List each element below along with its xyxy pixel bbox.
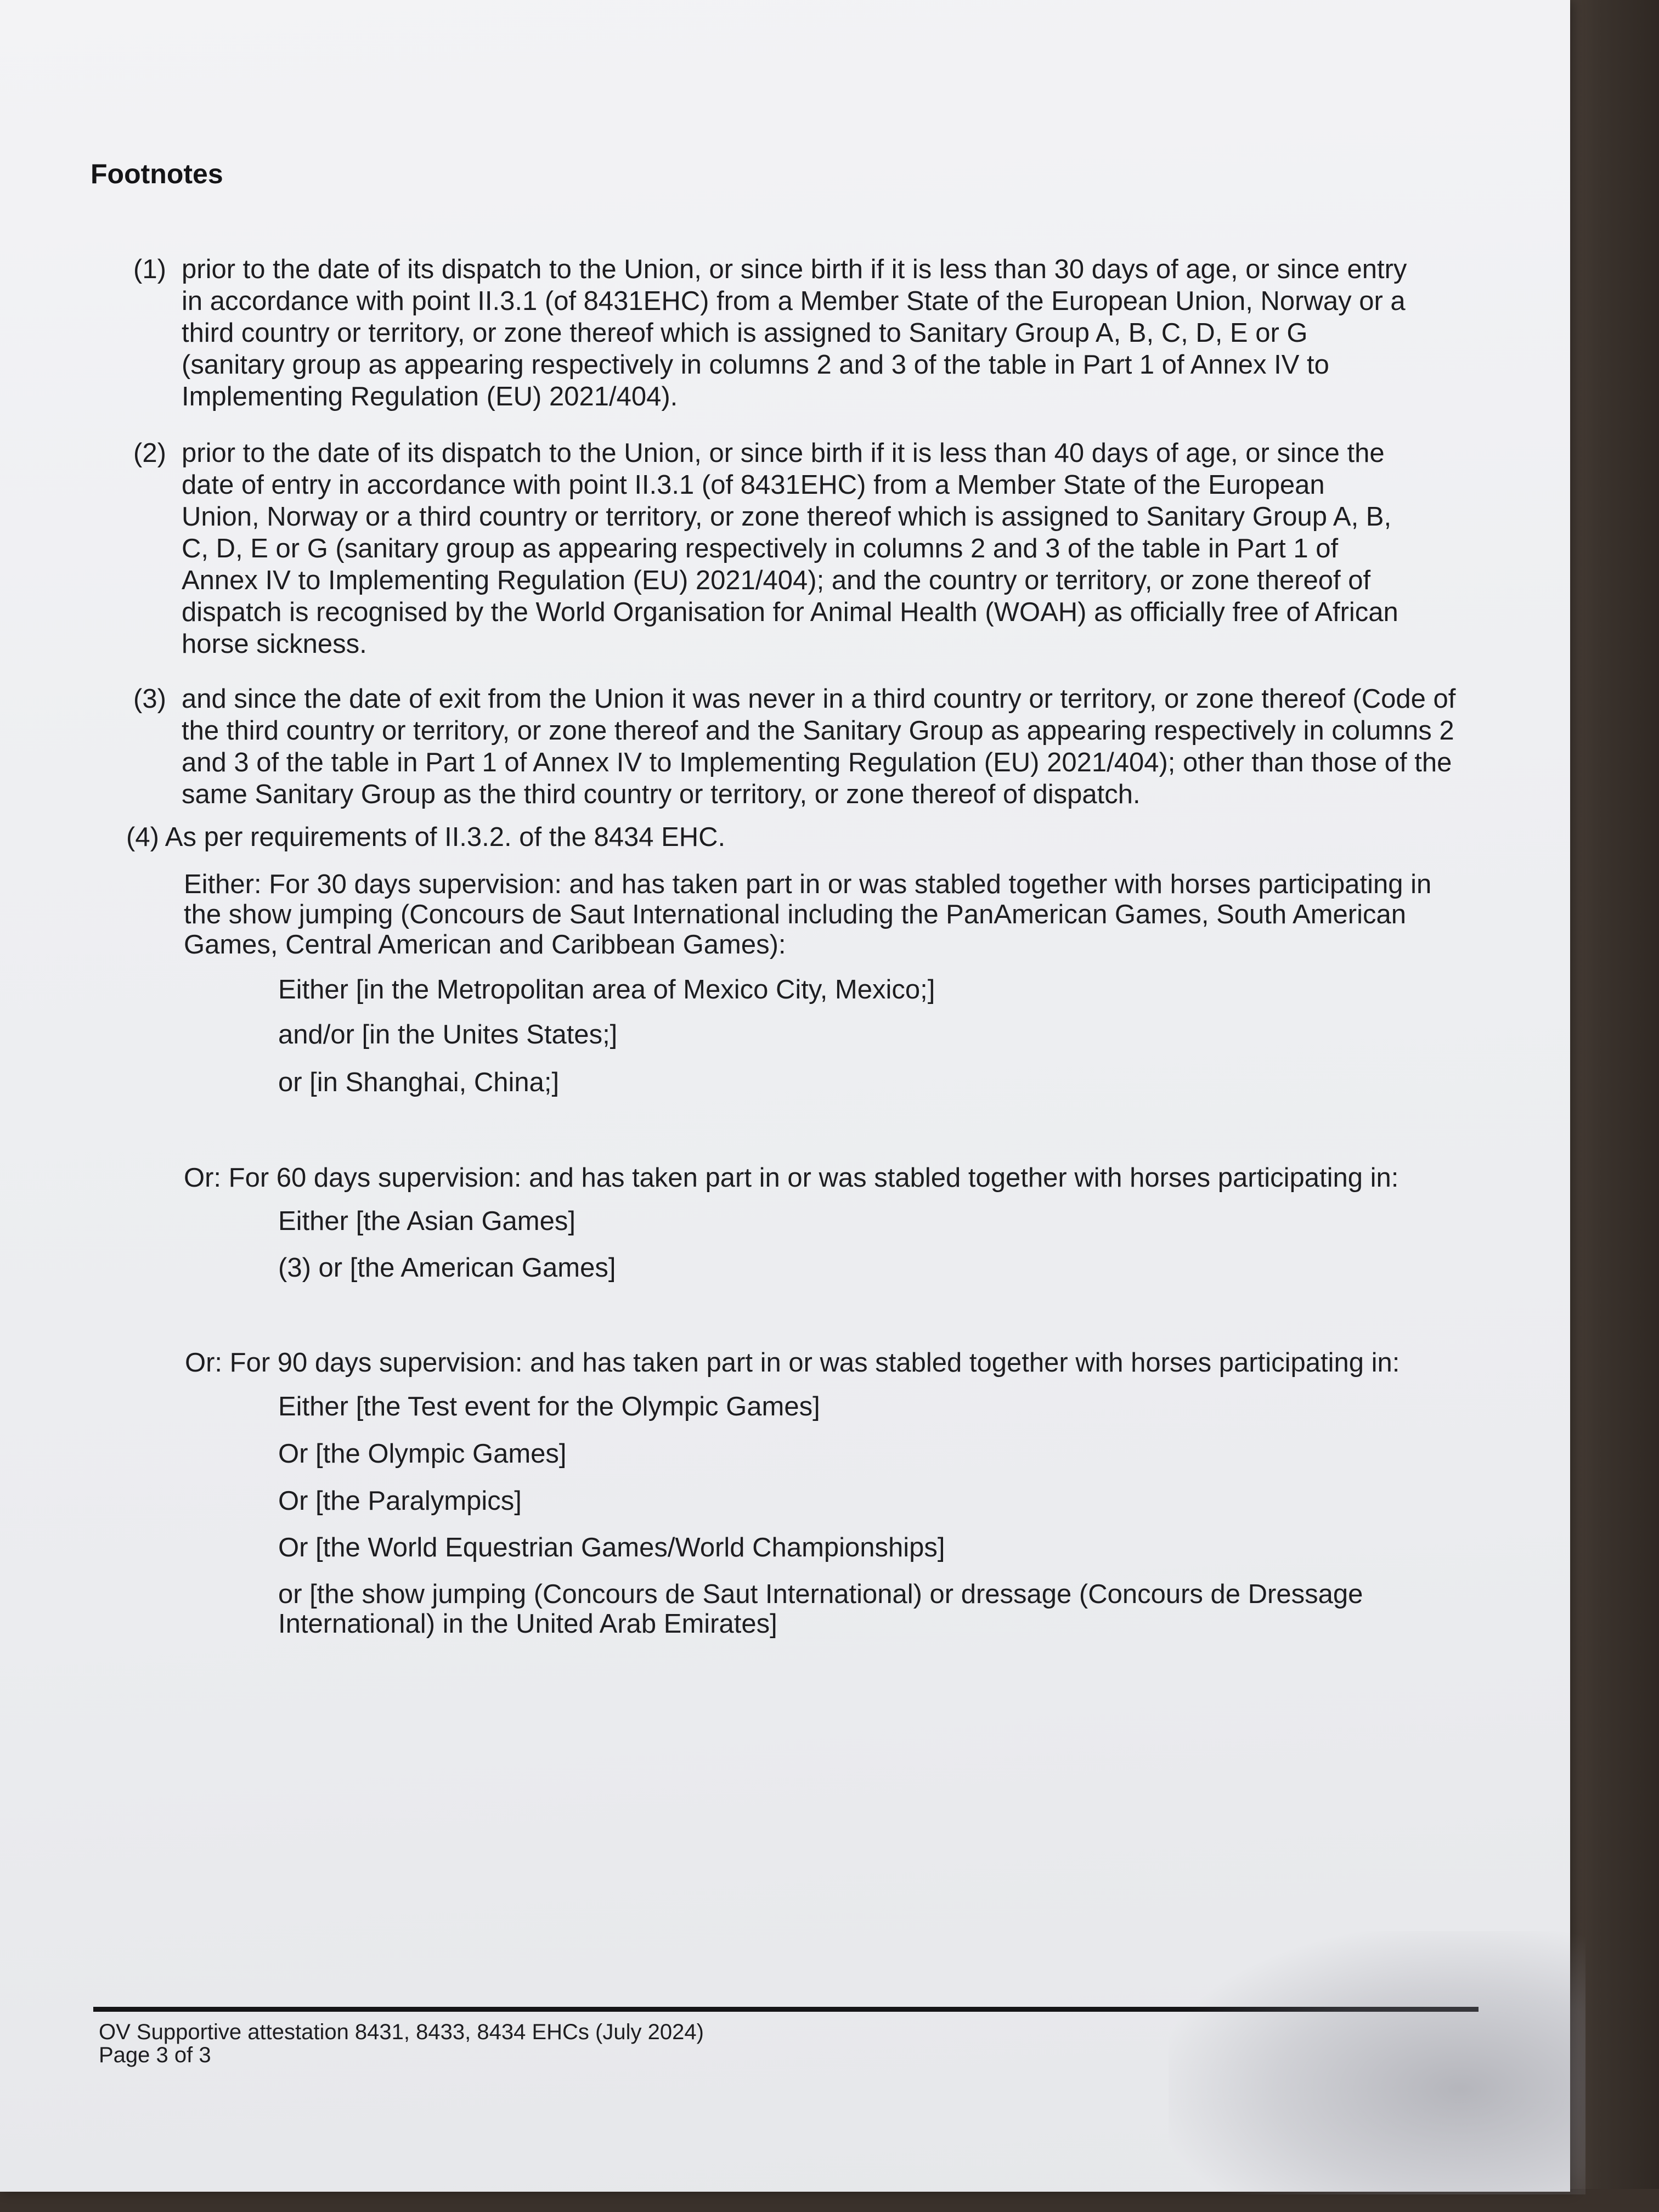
- table-surface-bottom: [0, 2189, 1659, 2212]
- footnote-number: (3): [133, 684, 166, 714]
- footnote-line: in accordance with point II.3.1 (of 8431EHC) from a Member State of the European Union, Norway or a: [182, 286, 1406, 316]
- option-item: or [the show jumping (Concours de Saut International) or dressage (Concours de Dressage: [278, 1579, 1363, 1609]
- option-item: or [in Shanghai, China;]: [278, 1068, 560, 1097]
- option-item: Or [the Olympic Games]: [278, 1439, 567, 1469]
- footnote-line: same Sanitary Group as the third country or territory, or zone thereof of dispatch.: [182, 780, 1141, 809]
- footer-page-number: Page 3 of 3: [99, 2043, 211, 2067]
- footnote-line: horse sickness.: [182, 629, 367, 659]
- option-item: Or [the World Equestrian Games/World Championships]: [278, 1533, 945, 1562]
- page-heading: Footnotes: [91, 159, 223, 189]
- footnote-body: [182, 437, 1398, 660]
- footer-title: OV Supportive attestation 8431, 8433, 8434 EHCs (July 2024): [99, 2020, 704, 2044]
- footnote-line: dispatch is recognised by the World Organisation for Animal Health (WOAH) as officially free of African: [182, 597, 1398, 627]
- option-line: Or: For 90 days supervision: and has taken part in or was stabled together with horses participating in:: [185, 1348, 1400, 1378]
- footnote-line: prior to the date of its dispatch to the Union, or since birth if it is less than 40 days of age, or since the: [182, 438, 1385, 468]
- option-item: (3) or [the American Games]: [278, 1253, 616, 1283]
- footnote-line: the third country or territory, or zone thereof and the Sanitary Group as appearing respectively in columns 2: [182, 716, 1454, 746]
- option-item: Either [the Test event for the Olympic Games]: [278, 1392, 820, 1421]
- footnote-number: (1): [133, 255, 166, 284]
- footnote-line: and 3 of the table in Part 1 of Annex IV to Implementing Regulation (EU) 2021/404); other than those of the: [182, 748, 1452, 777]
- option-item: Either [the Asian Games]: [278, 1206, 575, 1236]
- footnote-line: (sanitary group as appearing respectively in columns 2 and 3 of the table in Part 1 of Annex IV to: [182, 350, 1329, 380]
- option-line: Or: For 60 days supervision: and has taken part in or was stabled together with horses participating in:: [184, 1163, 1399, 1193]
- option-item: Either [in the Metropolitan area of Mexico City, Mexico;]: [278, 975, 935, 1005]
- footnote-4-intro: (4) As per requirements of II.3.2. of the 8434 EHC.: [126, 822, 726, 852]
- option-item: and/or [in the Unites States;]: [278, 1020, 618, 1049]
- footnote-line: C, D, E or G (sanitary group as appearing respectively in columns 2 and 3 of the table in Part 1 of: [182, 534, 1339, 563]
- option-line: Either: For 30 days supervision: and has taken part in or was stabled together with horses participating in: [184, 870, 1432, 899]
- footnote-line: date of entry in accordance with point II.3.1 (of 8431EHC) from a Member State of the European: [182, 470, 1325, 500]
- footnote-body: [182, 683, 1455, 810]
- footnote-number: (2): [133, 438, 166, 468]
- option-line: Games, Central American and Caribbean Games):: [184, 930, 786, 960]
- footnote-line: Union, Norway or a third country or territory, or zone thereof which is assigned to Sanitary Group A, B,: [182, 502, 1392, 532]
- footnote-line: Annex IV to Implementing Regulation (EU) 2021/404); and the country or territory, or zone thereof of: [182, 566, 1371, 595]
- option-item: International) in the United Arab Emirates]: [278, 1609, 777, 1639]
- photo-shadow: [1169, 1931, 1585, 2194]
- footnote-body: [182, 253, 1407, 413]
- footnote-line: and since the date of exit from the Union it was never in a third country or territory, or zone thereof (Code of: [182, 684, 1456, 714]
- table-surface-right: [1558, 0, 1659, 2212]
- footnote-line: Implementing Regulation (EU) 2021/404).: [182, 382, 678, 411]
- footer-divider: [93, 2007, 1479, 2012]
- option-item: Or [the Paralympics]: [278, 1486, 522, 1516]
- footnote-line: third country or territory, or zone thereof which is assigned to Sanitary Group A, B, C, D, E or G: [182, 318, 1308, 348]
- footnote-line: prior to the date of its dispatch to the Union, or since birth if it is less than 30 days of age, or since entry: [182, 255, 1407, 284]
- option-line: the show jumping (Concours de Saut International including the PanAmerican Games, South American: [184, 900, 1407, 929]
